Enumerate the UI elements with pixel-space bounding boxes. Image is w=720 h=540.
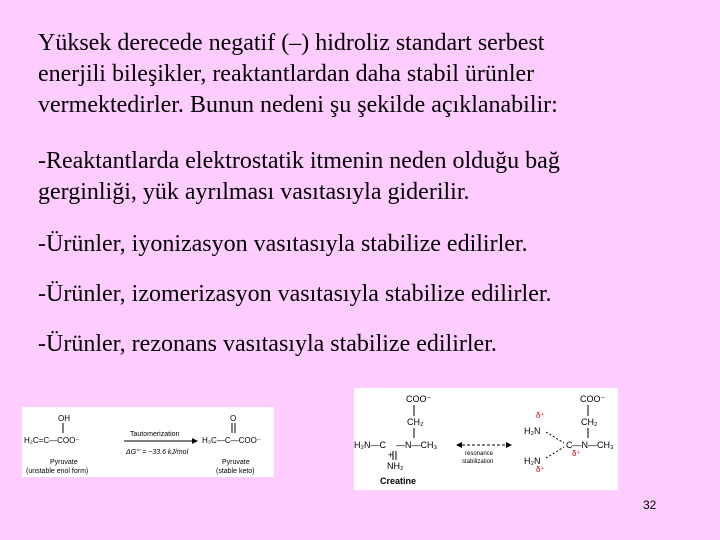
resonance-arrow-head-right	[506, 442, 512, 448]
bullet-line: -Ürünler, iyonizasyon vasıtasıyla stabilize edilirler.	[38, 231, 528, 257]
enol-name: Pyruvate	[50, 459, 78, 466]
bond-bottom-amine	[546, 447, 564, 458]
amine-top: H₂N	[524, 426, 541, 436]
partial-charge-bottom: δ⁺	[536, 465, 545, 474]
intro-line: Yüksek derecede negatif (–) hidroliz standart serbest	[38, 30, 545, 56]
keto-subtitle: (stable keto)	[216, 468, 255, 475]
amino-group: NH₂	[387, 461, 404, 471]
bullet-ionization	[38, 229, 528, 260]
creatine-formula-left: H₂N—C	[354, 440, 386, 450]
keto-o-label: O	[230, 414, 237, 423]
intro-line: enerjili bileşikler, reaktantlardan daha stabil ürünler	[38, 61, 535, 87]
bullet-bond-strain	[38, 146, 560, 208]
oh-group-label: OH	[58, 414, 70, 423]
bullet-line: -Reaktantlarda elektrostatik itmenin neden olduğu bağ	[38, 148, 560, 174]
keto-formula: H₃C—C—COO⁻	[202, 436, 262, 445]
page-number: 32	[643, 498, 657, 512]
creatine-resonance-diagram	[354, 388, 618, 490]
positive-charge: +	[388, 450, 394, 460]
bullet-line: -Ürünler, izomerizasyon vasıtasıyla stabilize edilirler.	[38, 281, 552, 307]
partial-charge-top: δ⁺	[536, 411, 545, 420]
arrow-head	[192, 438, 198, 444]
intro-paragraph	[38, 28, 558, 121]
creatine-formula-right: —N—CH₃	[396, 440, 438, 450]
bullet-resonance	[38, 329, 497, 360]
methylene-right: CH₂	[581, 417, 598, 427]
amine-bottom: H₂N	[524, 456, 541, 466]
delta-g-label: ΔG°' = −33.6 kJ/mol	[126, 449, 189, 456]
enol-formula: H₂C=C—COO⁻	[24, 436, 80, 445]
stabilization-label: stabilization	[462, 459, 494, 465]
bullet-line: -Ürünler, rezonans vasıtasıyla stabilize edilirler.	[38, 331, 497, 357]
resonance-label: resonance	[465, 451, 494, 457]
resonance-center-formula: C—N—CH₃	[566, 440, 614, 450]
tautomerization-diagram	[22, 407, 274, 477]
intro-line: vermektedirler. Bunun nedeni şu şekilde açıklanabilir:	[38, 92, 558, 118]
bullet-isomerization	[38, 279, 552, 310]
tautomerization-arrow-label: Tautomerization	[130, 431, 180, 438]
carboxylate-right: COO⁻	[580, 394, 606, 404]
creatine-resonance-figure	[354, 388, 618, 490]
carboxylate-left: COO⁻	[406, 394, 432, 404]
bullet-line: gerginliği, yük ayrılması vasıtasıyla giderilir.	[38, 179, 470, 205]
bond-top-amine	[546, 432, 564, 443]
resonance-arrow-head-left	[456, 442, 462, 448]
creatine-name: Creatine	[380, 476, 417, 486]
enol-subtitle: (unstable enol form)	[26, 468, 89, 475]
partial-charge-right: δ⁺	[572, 449, 581, 458]
methylene-left: CH₂	[407, 417, 424, 427]
keto-name: Pyruvate	[222, 459, 250, 466]
tautomerization-figure	[22, 407, 274, 477]
